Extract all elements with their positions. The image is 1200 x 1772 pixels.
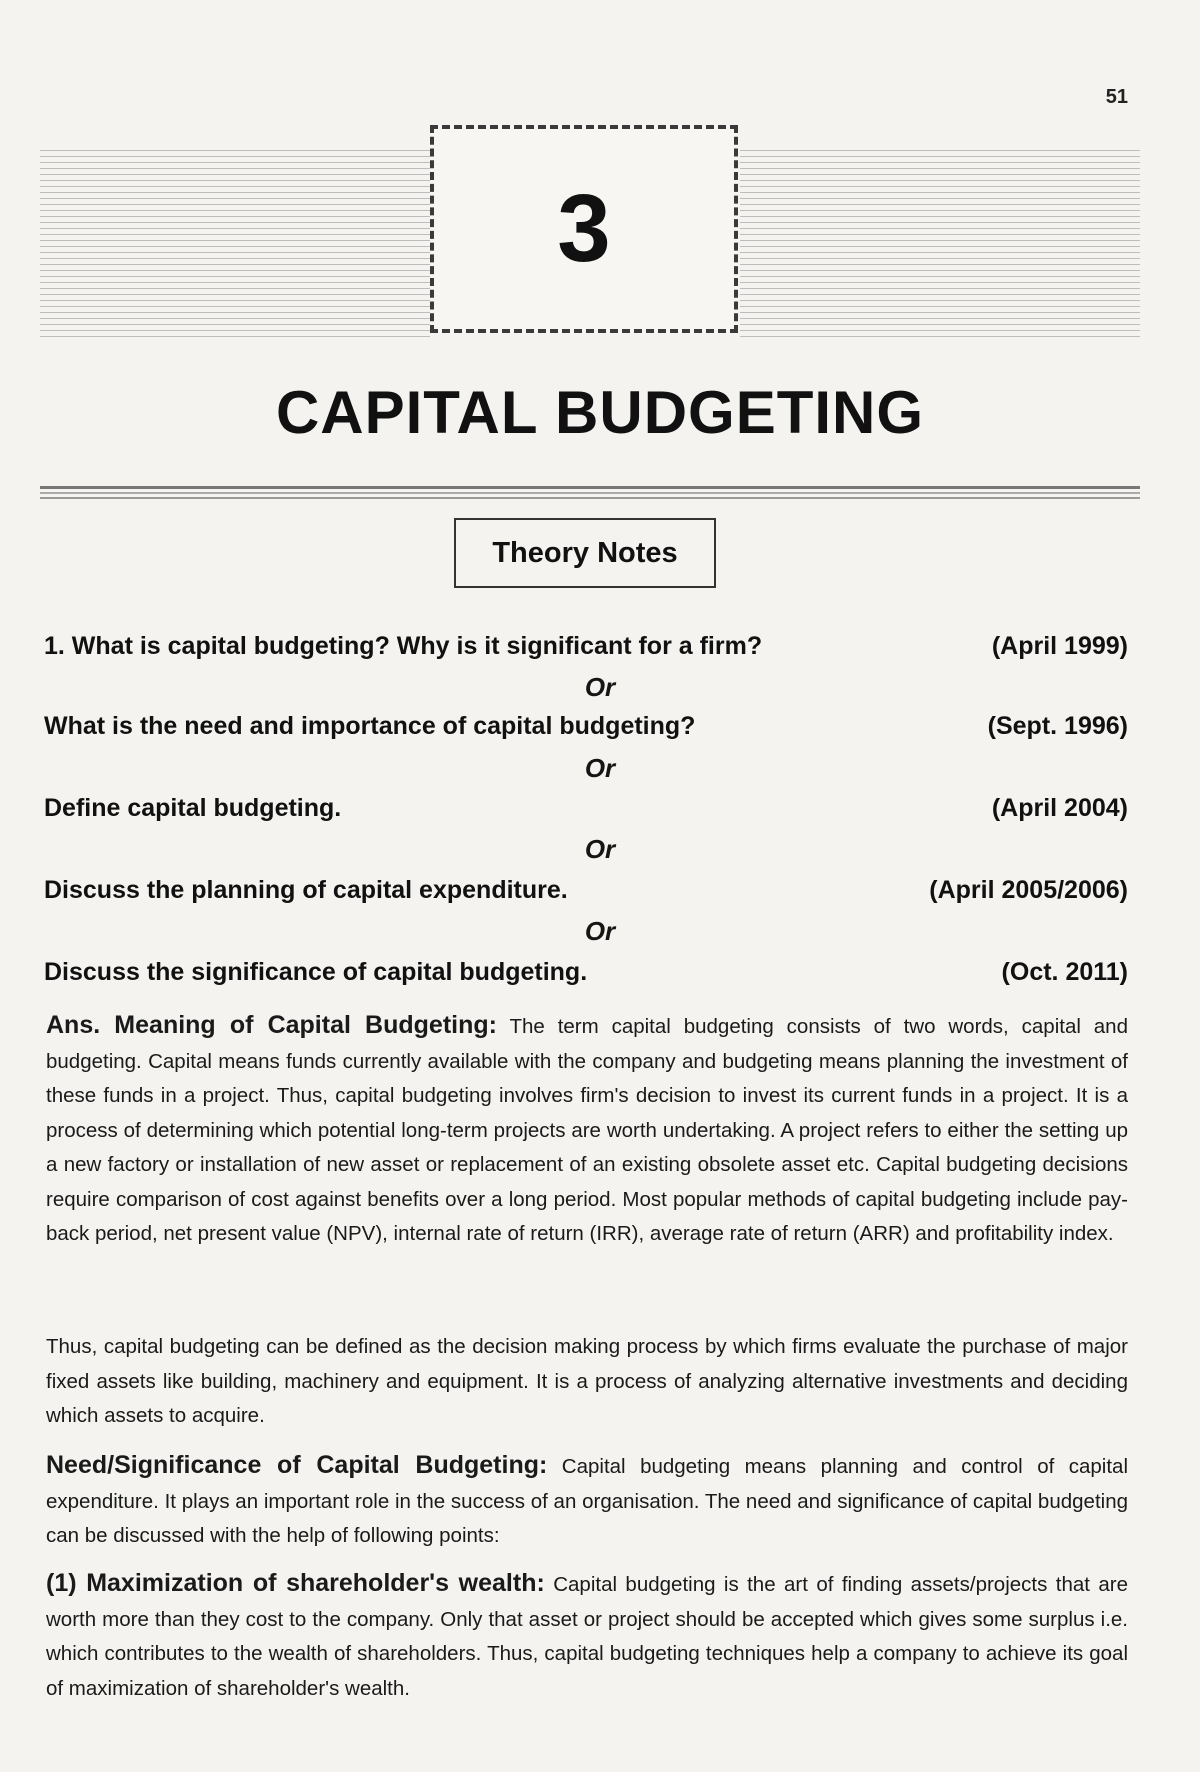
question-row bbox=[44, 712, 1128, 741]
question-date: (April 2005/2006) bbox=[929, 876, 1128, 904]
question-row bbox=[44, 794, 1128, 823]
or-separator: Or bbox=[584, 672, 616, 702]
answer-paragraph-significance bbox=[46, 1448, 1128, 1554]
paragraph-heading: (1) Maximization of shareholder's wealth: bbox=[46, 1569, 545, 1597]
or-separator: Or bbox=[584, 834, 616, 864]
question-text: 1. What is capital budgeting? Why is it significant for a firm? bbox=[44, 632, 763, 660]
paragraph-heading: Ans. Meaning of Capital Budgeting: bbox=[46, 1011, 497, 1039]
question-row bbox=[44, 632, 1128, 661]
answer-paragraph-meaning bbox=[46, 1008, 1128, 1252]
page-number: 51 bbox=[1105, 86, 1128, 108]
title-divider bbox=[40, 486, 1140, 502]
paragraph-body: Capital budgeting means planning and control of capital expenditure. It plays an important role in the success of an organisation. The need and significance of capital budgeting can be discussed with the help of following points: bbox=[46, 1455, 1128, 1547]
question-row bbox=[44, 958, 1128, 987]
theory-notes-label: Theory Notes bbox=[454, 518, 716, 588]
chapter-title: CAPITAL BUDGETING bbox=[275, 379, 925, 446]
answer-paragraph-definition bbox=[46, 1330, 1128, 1434]
paragraph-body: Capital budgeting is the art of finding assets/projects that are worth more than they cost to the company. Only that asset or project should be accepted which gives some surplus i.e. which contributes to the wealth of shareholders. Thus, capital budgeting techniques help a company to achieve its goal of maximization of shareholder's wealth. bbox=[46, 1573, 1128, 1700]
question-text: Define capital budgeting. bbox=[44, 794, 342, 822]
paragraph-heading: Need/Significance of Capital Budgeting: bbox=[46, 1451, 548, 1479]
question-text: Discuss the planning of capital expenditure. bbox=[44, 876, 568, 904]
answer-paragraph-point-1 bbox=[46, 1566, 1128, 1706]
decorative-lines-right bbox=[740, 150, 1140, 340]
decorative-lines-left bbox=[40, 150, 430, 340]
paragraph-body: Thus, capital budgeting can be defined as the decision making process by which firms evaluate the purchase of major fixed assets like building, machinery and equipment. It is a process of analyzing alternative investments and deciding which assets to acquire. bbox=[46, 1335, 1128, 1427]
question-date: (April 1999) bbox=[991, 632, 1128, 660]
paragraph-body: The term capital budgeting consists of two words, capital and budgeting. Capital means funds currently available with the company and budgeting means planning the investment of these funds in a project. Thus, capital budgeting involves firm's decision to invest its current funds in a project. It is a process of determining which potential long-term projects are worth undertaking. A project refers to either the setting up a new factory or installation of new asset or replacement of an existing obsolete asset etc. Capital budgeting decisions require comparison of cost against benefits over a long period. Most popular methods of capital budgeting include pay-back period, net present value (NPV), internal rate of return (IRR), average rate of return (ARR) and profitability index. bbox=[46, 1015, 1128, 1245]
question-text: What is the need and importance of capital budgeting? bbox=[44, 712, 696, 740]
question-date: (April 2004) bbox=[991, 794, 1128, 822]
question-row bbox=[44, 876, 1128, 905]
question-date: (Oct. 2011) bbox=[1001, 958, 1128, 986]
chapter-number: 3 bbox=[557, 175, 611, 282]
or-separator: Or bbox=[584, 753, 616, 783]
question-text: Discuss the significance of capital budgeting. bbox=[44, 958, 588, 986]
question-date: (Sept. 1996) bbox=[987, 712, 1128, 740]
or-separator: Or bbox=[584, 916, 616, 946]
chapter-number-box bbox=[430, 125, 738, 333]
